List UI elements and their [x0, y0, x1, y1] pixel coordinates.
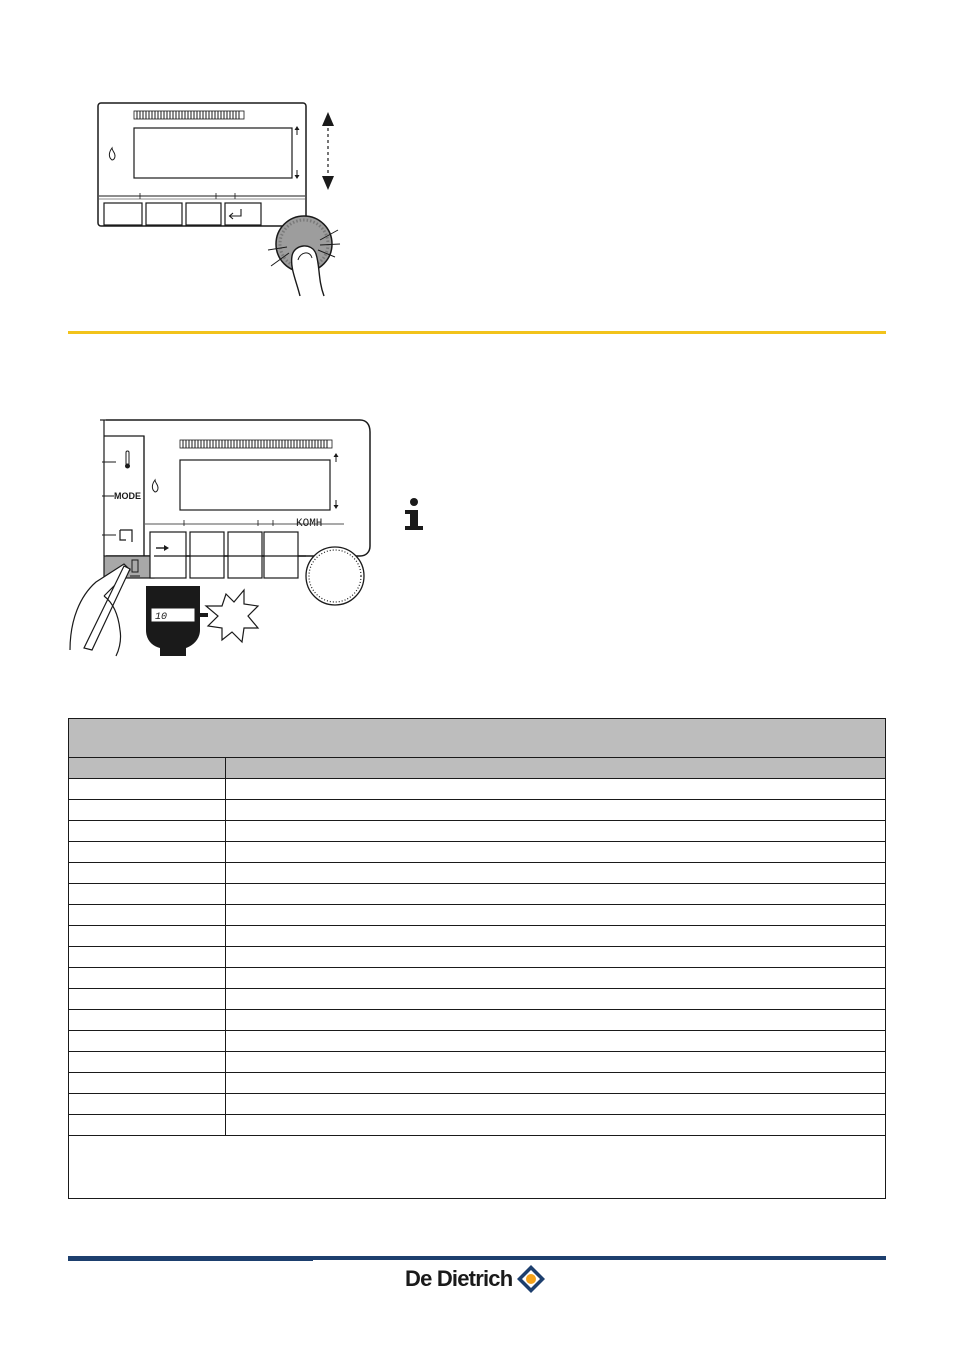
description-cell	[226, 779, 886, 800]
footer-rule-thin	[68, 1260, 313, 1261]
display-window	[180, 460, 330, 510]
parameter-cell	[69, 842, 226, 863]
description-cell	[226, 1073, 886, 1094]
description-cell	[226, 989, 886, 1010]
table-row	[69, 842, 886, 863]
table-note	[69, 1136, 886, 1199]
flash-burst-icon	[206, 590, 258, 642]
table-row	[69, 1010, 886, 1031]
parameter-cell	[69, 968, 226, 989]
soft-key-arrow[interactable]	[150, 532, 186, 578]
parameter-cell	[69, 863, 226, 884]
table-row	[69, 1115, 886, 1136]
parameter-cell	[69, 905, 226, 926]
soft-key-3[interactable]	[228, 532, 262, 578]
diamond-logo-icon	[515, 1263, 547, 1295]
table-row	[69, 947, 886, 968]
control-panel-figure-bottom	[66, 412, 376, 658]
table-row	[69, 926, 886, 947]
description-cell	[226, 968, 886, 989]
description-cell	[226, 1115, 886, 1136]
description-cell	[226, 905, 886, 926]
timer-icon	[146, 586, 208, 656]
description-cell	[226, 1010, 886, 1031]
display-status-text: KOMH	[296, 518, 323, 530]
description-cell	[226, 884, 886, 905]
parameter-cell	[69, 1094, 226, 1115]
parameter-cell	[69, 926, 226, 947]
soft-key-4[interactable]	[264, 532, 298, 578]
description-cell	[226, 842, 886, 863]
description-cell	[226, 1052, 886, 1073]
brand-name: De Dietrich	[405, 1266, 513, 1291]
description-cell	[226, 947, 886, 968]
table-row	[69, 1031, 886, 1052]
column-header	[226, 758, 886, 779]
rotary-knob[interactable]	[306, 547, 364, 605]
soft-key-2[interactable]	[190, 532, 224, 578]
parameter-cell	[69, 1031, 226, 1052]
info-icon	[402, 497, 426, 531]
display-segment-strip	[134, 111, 244, 119]
scroll-double-arrow-icon	[322, 112, 334, 190]
parameter-cell	[69, 821, 226, 842]
table-row	[69, 779, 886, 800]
parameter-cell	[69, 989, 226, 1010]
brand-logo	[405, 1262, 547, 1296]
table-row	[69, 800, 886, 821]
table-row	[69, 989, 886, 1010]
table-title	[69, 719, 886, 758]
display-segment-strip	[180, 440, 332, 448]
table-row	[69, 1052, 886, 1073]
parameter-cell	[69, 884, 226, 905]
hand-with-pen-icon	[70, 564, 130, 656]
table-row	[69, 968, 886, 989]
soft-key-2[interactable]	[146, 203, 182, 225]
parameter-cell	[69, 1052, 226, 1073]
description-cell	[226, 1031, 886, 1052]
description-cell	[226, 821, 886, 842]
table-row	[69, 1073, 886, 1094]
parameter-cell	[69, 947, 226, 968]
thermometer-icon	[125, 451, 130, 469]
control-panel-figure-top	[90, 98, 360, 298]
parameter-cell	[69, 1010, 226, 1031]
column-header	[69, 758, 226, 779]
description-cell	[226, 863, 886, 884]
soft-key-1[interactable]	[104, 203, 142, 225]
table-row	[69, 821, 886, 842]
description-cell	[226, 926, 886, 947]
soft-key-3[interactable]	[186, 203, 221, 225]
section-divider	[68, 331, 886, 334]
description-cell	[226, 800, 886, 821]
parameter-table	[68, 718, 886, 1199]
return-key[interactable]	[225, 203, 261, 225]
parameter-cell	[69, 1115, 226, 1136]
parameter-cell	[69, 1073, 226, 1094]
display-window	[134, 128, 292, 178]
description-cell	[226, 1094, 886, 1115]
table-row	[69, 863, 886, 884]
table-row	[69, 1094, 886, 1115]
table-row	[69, 884, 886, 905]
table-row	[69, 905, 886, 926]
timer-readout: 10	[155, 612, 168, 623]
parameter-cell	[69, 800, 226, 821]
parameter-cell	[69, 779, 226, 800]
mode-key-label: MODE	[114, 491, 141, 501]
